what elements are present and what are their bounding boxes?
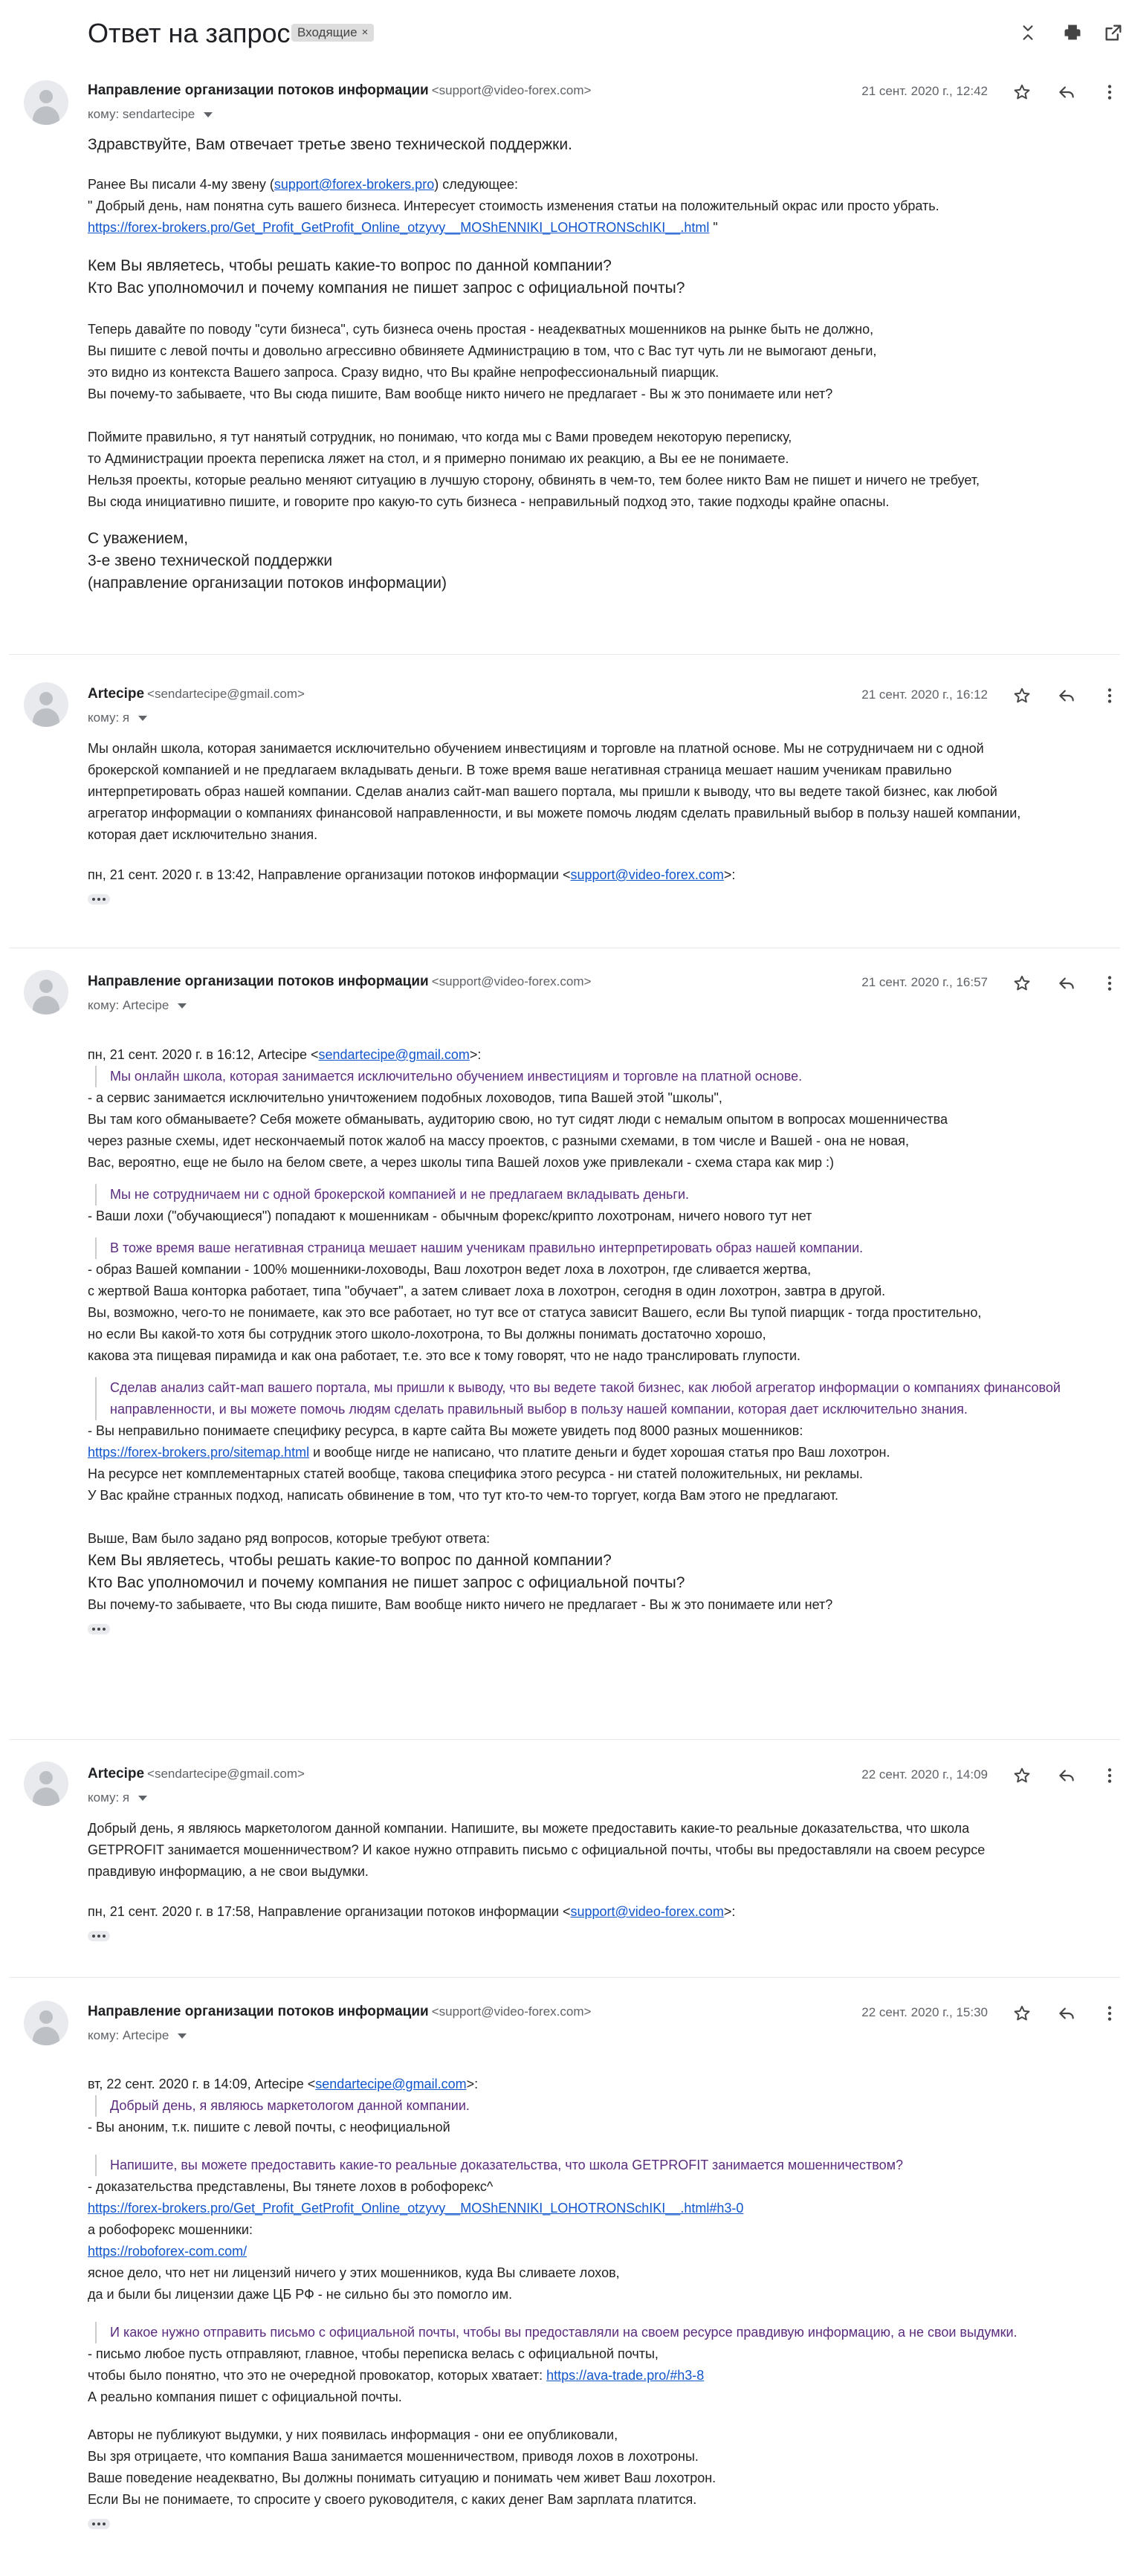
body-line: Ваше поведение неадекватно, Вы должны понимать ситуацию и понимать чем живет Ваш лохотрон. — [88, 2470, 716, 2485]
body-line: интерпретировать образ нашей компании. Сделав анализ сайт-мап вашего портала, мы пришли к выводу, что вы ведете такой бизнес, как любой — [88, 784, 997, 799]
body-line: Вас, вероятно, еще не было на белом свете, а через школы типа Вашей лохов уже привлекали - схема стара как мир :) — [88, 1155, 835, 1170]
star-icon[interactable] — [1009, 2000, 1035, 2027]
body-line: то Администрации проекта переписка ляжет на стол, и я примерно понимаю их реакцию, а Вы ее не понимаете. — [88, 451, 789, 466]
quoted-text: В тоже время ваше негативная страница мешает нашим ученикам правильно интерпретировать образ нашей компании. — [95, 1237, 1084, 1259]
greeting-line: Здравствуйте, Вам отвечает третье звено технической поддержки. — [88, 136, 572, 153]
body-line: которая дает исключительно знания. — [88, 827, 318, 842]
star-icon[interactable] — [1009, 1762, 1035, 1789]
more-options-icon[interactable] — [1096, 1762, 1123, 1789]
avatar — [24, 970, 68, 1014]
more-options-icon[interactable] — [1096, 682, 1123, 709]
body-line: но если Вы какой-то хотя бы сотрудник этого школо-лохотрона, то Вы должны понимать достаточно хорошо, — [88, 1327, 766, 1342]
quoted-text: Мы онлайн школа, которая занимается исключительно обучением инвестициям и торговле на платной основе. — [95, 1066, 1084, 1087]
star-icon[interactable] — [1009, 79, 1035, 106]
body-line: Вы почему-то забываете, что Вы сюда пишите, Вам вообще никто ничего не предлагает - Вы ж это понимаете или нет? — [88, 1597, 833, 1612]
signature-line: 3-е звено технической поддержки — [88, 552, 333, 569]
message-date: 21 сент. 2020 г., 12:42 — [861, 84, 988, 98]
body-line: а робофорекс мошенники: — [88, 2222, 253, 2237]
body-line: Мы онлайн школа, которая занимается исключительно обучением инвестициям и торговле на платной основе. Мы не сотрудничаем ни с одной — [88, 741, 984, 756]
email-link[interactable]: support@forex-brokers.pro — [274, 177, 435, 192]
more-options-icon[interactable] — [1096, 970, 1123, 997]
sender-email: <support@video-forex.com> — [431, 2004, 592, 2019]
url-link[interactable]: https://forex-brokers.pro/sitemap.html — [88, 1445, 310, 1460]
body-line: https://forex-brokers.pro/sitemap.html и вообще нигде не написано, что платите деньги и будет хорошая статья про Ваш лохотрон. — [88, 1445, 890, 1460]
question-line: Кто Вас уполномочил и почему компания не пишет запрос с официальной почты? — [88, 1574, 685, 1591]
more-options-icon[interactable] — [1096, 2000, 1123, 2027]
recipient-label: кому: sendartecipe — [88, 107, 195, 121]
recipient-details[interactable] — [88, 997, 187, 1014]
body-line: брокерской компанией и не предлагаем вкладывать деньги. В тоже время ваше негативная страница мешает нашим ученикам правильно — [88, 763, 952, 777]
divider — [9, 1977, 1120, 1978]
more-options-icon[interactable] — [1096, 79, 1123, 106]
chevron-down-icon[interactable] — [138, 716, 147, 721]
email-link[interactable]: support@video-forex.com — [570, 1904, 724, 1919]
avatar — [24, 682, 68, 727]
sender-name: Artecipe — [88, 686, 145, 702]
reply-icon[interactable] — [1053, 1762, 1080, 1789]
body-line: - Вы аноним, т.к. пишите с левой почты, с неофициальной — [88, 2120, 450, 2135]
sender — [88, 973, 591, 991]
quoted-text: И какое нужно отправить письмо с официальной почты, чтобы вы предоставляли на своем ресурсе правдивую информацию, а не свои выдумки. — [95, 2322, 1084, 2343]
body-line — [88, 2198, 1084, 2219]
sender — [88, 1765, 305, 1783]
question-line: Кто Вас уполномочил и почему компания не пишет запрос с официальной почты? — [88, 279, 685, 297]
show-trimmed-content-button[interactable] — [88, 2519, 110, 2529]
recipient-label: кому: я — [88, 1790, 130, 1805]
url-link[interactable]: https://forex-brokers.pro/Get_Profit_GetProfit_Online_otzyvy__MOShENNIKI_LOHOTRONSchIKI__.html#h3-0 — [88, 2201, 744, 2216]
quoted-text: Мы не сотрудничаем ни с одной брокерской компанией и не предлагаем вкладывать деньги. — [95, 1184, 1084, 1206]
sender — [88, 685, 305, 703]
message-date: 21 сент. 2020 г., 16:12 — [861, 687, 988, 702]
body-line: Вы, возможно, чего-то не понимаете, как это все работает, но тут все от статуса зависит Вашего, если Вы тупой пиарщик - тогда простительно, — [88, 1305, 982, 1320]
question-line: Кем Вы являетесь, чтобы решать какие-то вопрос по данной компании? — [88, 1552, 612, 1569]
star-icon[interactable] — [1009, 682, 1035, 709]
body-line: да и были бы лицензии даже ЦБ РФ - не сильно бы это помогло им. — [88, 2287, 513, 2302]
body-line: - Вы неправильно понимаете специфику ресурса, в карте сайта Вы можете увидеть под 8000 разных мошенников: — [88, 1423, 803, 1438]
signature-line: (направление организации потоков информации) — [88, 575, 447, 592]
quoted-text: Напишите, вы можете предоставить какие-то реальные доказательства, что школа GETPROFIT занимается мошенничеством? — [95, 2155, 1084, 2176]
star-icon[interactable] — [1009, 970, 1035, 997]
body-line: Добрый день, я являюсь маркетологом данной компании. Напишите, вы можете предоставить какие-то реальные доказательства, что школа — [88, 1821, 970, 1836]
recipient-details[interactable] — [88, 1790, 147, 1806]
body-line: - Ваши лохи ("обучающиеся") попадают к мошенникам - обычным форекс/крипто лохотронам, ничего нового тут нет — [88, 1208, 812, 1223]
divider — [9, 654, 1120, 655]
sender — [88, 2003, 591, 2021]
body-line: Вы там кого обманываете? Себя можете обманывать, аудиторию свою, но тут сидят люди с немалым опытом в вопросах мошенничества — [88, 1112, 948, 1127]
message-body — [88, 738, 1084, 907]
sender-name: Artecipe — [88, 1766, 145, 1781]
remove-label-icon[interactable]: × — [361, 26, 369, 39]
body-line: https://forex-brokers.pro/Get_Profit_GetProfit_Online_otzyvy__MOShENNIKI_LOHOTRONSchIKI__.html " — [88, 220, 718, 235]
sender-email: <support@video-forex.com> — [431, 83, 592, 97]
body-line: - доказательства представлены, Вы тянете лохов в робофорекс^ — [88, 2179, 494, 2194]
body-line: - а сервис занимается исключительно уничтожением подобных лоховодов, типа Вашей этой "школы", — [88, 1090, 722, 1105]
email-link[interactable]: sendartecipe@gmail.com — [318, 1047, 470, 1062]
divider — [9, 1739, 1120, 1740]
quoted-text: Сделав анализ сайт-мап вашего портала, мы пришли к выводу, что вы ведете такой бизнес, как любой агрегатор информации о компаниях финансовой направленности, и вы можете помочь людям сделать правильный выбор в пользу нашей компании, которая дает исключительно знания. — [95, 1377, 1076, 1420]
quote-header: пн, 21 сент. 2020 г. в 13:42, Направление организации потоков информации <support@video-forex.com>: — [88, 867, 736, 882]
recipient-label: кому: Artecipe — [88, 2028, 169, 2042]
body-line: чтобы было понятно, что это не очередной провокатор, которых хватает: https://ava-trade.pro/#h3-8 — [88, 2368, 705, 2383]
avatar — [24, 80, 68, 125]
body-line: это видно из контекста Вашего запроса. Сразу видно, что Вы крайне непрофессиональный пиарщик. — [88, 365, 719, 380]
inbox-label-chip[interactable] — [291, 24, 374, 42]
body-line: А реально компания пишет с официальной почты. — [88, 2389, 402, 2404]
url-link[interactable]: https://ava-trade.pro/#h3-8 — [546, 2368, 705, 2383]
body-line — [88, 2241, 1084, 2262]
reply-icon[interactable] — [1053, 970, 1080, 997]
body-line: " Добрый день, нам понятна суть вашего бизнеса. Интересует стоимость изменения статьи на положительный окрас или просто убрать. — [88, 198, 939, 213]
body-line: - письмо любое пусть отправляют, главное, чтобы переписка велась с официальной почты, — [88, 2346, 659, 2361]
sender-name: Направление организации потоков информации — [88, 974, 429, 989]
body-line: Выше, Вам было задано ряд вопросов, которые требуют ответа: — [88, 1531, 491, 1546]
body-line: правдивую информацию, а не свои выдумки. — [88, 1864, 369, 1879]
thread-subject: Ответ на запрос — [88, 18, 291, 48]
open-in-new-window-icon[interactable] — [1100, 19, 1127, 46]
chevron-down-icon[interactable] — [138, 1796, 147, 1801]
avatar — [24, 1761, 68, 1806]
body-line: через разные схемы, идет нескончаемый поток жалоб на массу проектов, с разными схемами, в том числе и Вашей - она не новая, — [88, 1133, 910, 1148]
body-line: - образ Вашей компании - 100% мошенники-лоховоды, Ваш лохотрон ведет лоха в лохотрон, где сливается жертва, — [88, 1262, 812, 1277]
chevron-down-icon[interactable] — [178, 2033, 187, 2039]
body-line: с жертвой Ваша конторка работает, типа "обучает", а затем сливает лоха в лохотрон, сегодня в один лохотрон, завтра в другой. — [88, 1284, 886, 1298]
sender-email: <sendartecipe@gmail.com> — [147, 687, 305, 701]
url-link[interactable]: https://forex-brokers.pro/Get_Profit_GetProfit_Online_otzyvy__MOShENNIKI_LOHOTRONSchIKI__.html — [88, 220, 710, 235]
message-body — [88, 2074, 1084, 2532]
recipient-label: кому: я — [88, 711, 130, 725]
quoted-text: Добрый день, я являюсь маркетологом данной компании. — [95, 2095, 1084, 2117]
body-line: У Вас крайне странных подход, написать обвинение в том, что тут кто-то чем-то торгует, когда Вам этого не предлагают. — [88, 1488, 838, 1503]
body-line: Вы сюда инициативно пишите, и говорите про какую-то суть бизнеса - неправильный подход это, такие подходы крайне опасны. — [88, 494, 890, 509]
message-body — [88, 134, 1084, 595]
body-line: Вы почему-то забываете, что Вы сюда пишите, Вам вообще никто ничего не предлагает - Вы ж это понимаете или нет? — [88, 386, 833, 401]
body-line: Нельзя проекты, которые реально меняют ситуацию в лучшую сторону, обвинять в чем-то, тем более никто Вам не пишет и ничего не требует, — [88, 473, 980, 488]
show-trimmed-content-button[interactable] — [88, 1931, 110, 1941]
url-link[interactable]: https://roboforex-com.com/ — [88, 2244, 248, 2259]
inbox-label-text: Входящие — [297, 25, 358, 39]
body-line: На ресурсе нет комплементарных статей вообще, такова специфика этого ресурса - ни статей положительных, ни рекламы. — [88, 1466, 864, 1481]
quote-header: вт, 22 сент. 2020 г. в 14:09, Artecipe <sendartecipe@gmail.com>: — [88, 2077, 479, 2091]
recipient-label: кому: Artecipe — [88, 998, 169, 1012]
email-link[interactable]: support@video-forex.com — [570, 867, 724, 882]
email-link[interactable]: sendartecipe@gmail.com — [315, 2077, 467, 2091]
body-line: Если Вы не понимаете, то спросите у своего руководителя, с каких денег Вам зарплата платится. — [88, 2492, 697, 2507]
sender-email: <sendartecipe@gmail.com> — [147, 1767, 305, 1781]
message-date: 21 сент. 2020 г., 16:57 — [861, 975, 988, 989]
reply-icon[interactable] — [1053, 682, 1080, 709]
body-line: Ранее Вы писали 4-му звену (support@forex-brokers.pro) следующее: — [88, 177, 518, 192]
body-line: Теперь давайте по поводу "сути бизнеса", суть бизнеса очень простая - неадекватных мошенников на рынке быть не должно, — [88, 322, 874, 337]
show-trimmed-content-button[interactable] — [88, 1624, 110, 1634]
message-date: 22 сент. 2020 г., 15:30 — [861, 2005, 988, 2019]
quote-header: пн, 21 сент. 2020 г. в 16:12, Artecipe <sendartecipe@gmail.com>: — [88, 1047, 482, 1062]
sender — [88, 82, 591, 100]
body-line: Поймите правильно, я тут нанятый сотрудник, но понимаю, что когда мы с Вами проведем некоторую переписку, — [88, 430, 792, 444]
sender-name: Направление организации потоков информации — [88, 82, 429, 98]
message-body — [88, 1044, 1084, 1637]
body-line: ясное дело, что нет ни лицензий ничего у этих мошенников, куда Вы сливаете лохов, — [88, 2265, 620, 2280]
body-line: Авторы не публикуют выдумки, у них появилась информация - они ее опубликовали, — [88, 2427, 618, 2442]
body-line: Вы пишите с левой почты и довольно агрессивно обвиняете Администрацию в том, что с Вас тут чуть ли не вымогают деньги, — [88, 343, 877, 358]
quote-header: пн, 21 сент. 2020 г. в 17:58, Направление организации потоков информации <support@video-forex.com>: — [88, 1904, 736, 1919]
chevron-down-icon[interactable] — [204, 112, 213, 117]
body-line: GETPROFIT занимается мошенничеством? И какое нужно отправить письмо с официальной почты, чтобы вы предоставляли на своем ресурсе — [88, 1842, 986, 1857]
reply-icon[interactable] — [1053, 2000, 1080, 2027]
show-trimmed-content-button[interactable] — [88, 894, 110, 904]
recipient-details[interactable] — [88, 106, 213, 123]
avatar — [24, 2001, 68, 2045]
body-line: какова эта пищевая пирамида и как она работает, т.е. это все к тому говорят, что не надо транслировать глупости. — [88, 1348, 801, 1363]
question-line: Кем Вы являетесь, чтобы решать какие-то вопрос по данной компании? — [88, 257, 612, 274]
recipient-details[interactable] — [88, 2028, 187, 2044]
sender-email: <support@video-forex.com> — [431, 974, 592, 988]
chevron-down-icon[interactable] — [178, 1003, 187, 1009]
body-line: агрегатор информации о компаниях финансовой направленности, и вы можете помочь людям сделать правильный выбор в пользу нашей компании, — [88, 806, 1021, 821]
sender-name: Направление организации потоков информации — [88, 2004, 429, 2019]
body-line: Вы зря отрицаете, что компания Ваша занимается мошенничеством, приводя лохов в лохотроны. — [88, 2449, 699, 2464]
reply-icon[interactable] — [1053, 79, 1080, 106]
recipient-details[interactable] — [88, 710, 147, 726]
message-body — [88, 1818, 1084, 1944]
message-date: 22 сент. 2020 г., 14:09 — [861, 1767, 988, 1781]
collapse-all-icon[interactable] — [1015, 19, 1041, 46]
signature-line: С уважением, — [88, 530, 189, 547]
print-icon[interactable] — [1059, 19, 1086, 46]
thread-header — [0, 0, 1129, 67]
